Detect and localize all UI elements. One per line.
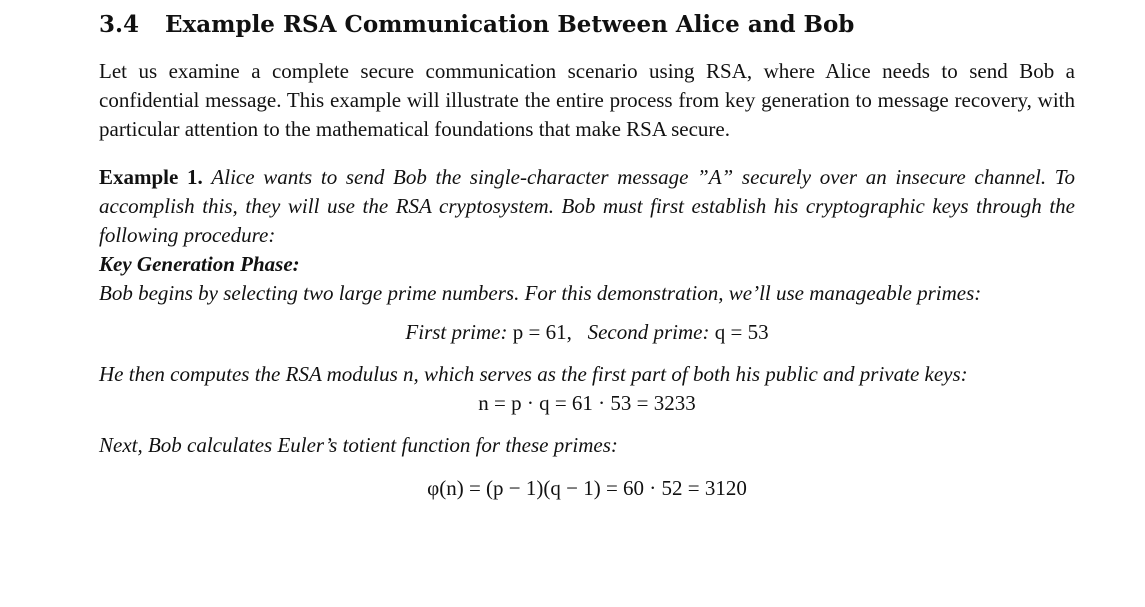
example-statement <box>99 163 1075 250</box>
step-compute-totient: Next, Bob calculates Euler’s totient function for these primes: <box>99 433 618 457</box>
equation-modulus: n = p · q = 61 · 53 = 3233 <box>478 391 696 415</box>
equation-totient: φ(n) = (p − 1)(q − 1) = 60 · 52 = 3120 <box>427 476 747 500</box>
page <box>99 8 1075 503</box>
q-expression: q = 53 <box>714 320 769 344</box>
example-block <box>99 163 1075 503</box>
section-number: 3.4 <box>99 11 140 38</box>
section-title: Example RSA Communication Between Alice and Bob <box>165 11 855 38</box>
first-prime-label: First prime: <box>405 320 508 344</box>
intro-paragraph: Let us examine a complete secure communication scenario using RSA, where Alice needs to send Bob a confidential message. This example will illustrate the entire process from key generation to message recovery, with particular attention to the mathematical foundations that make RSA secure. <box>99 59 1075 141</box>
second-prime-label: Second prime: <box>587 320 710 344</box>
step-select-primes: Bob begins by selecting two large prime numbers. For this demonstration, we’ll use manageable primes: <box>99 281 982 305</box>
equation-primes <box>99 318 1075 347</box>
p-expression: p = 61, <box>512 320 572 344</box>
example-text: Alice wants to send Bob the single-character message ”A” securely over an insecure channel. To accomplish this, they will use the RSA cryptosystem. Bob must first establish his cryptographic keys through the following procedure: <box>99 165 1076 247</box>
phase-heading: Key Generation Phase: <box>99 252 300 276</box>
section-heading <box>99 8 1075 42</box>
step-compute-modulus: He then computes the RSA modulus n, which serves as the first part of both his public and private keys: <box>99 362 968 386</box>
example-label: Example 1. <box>99 165 203 189</box>
